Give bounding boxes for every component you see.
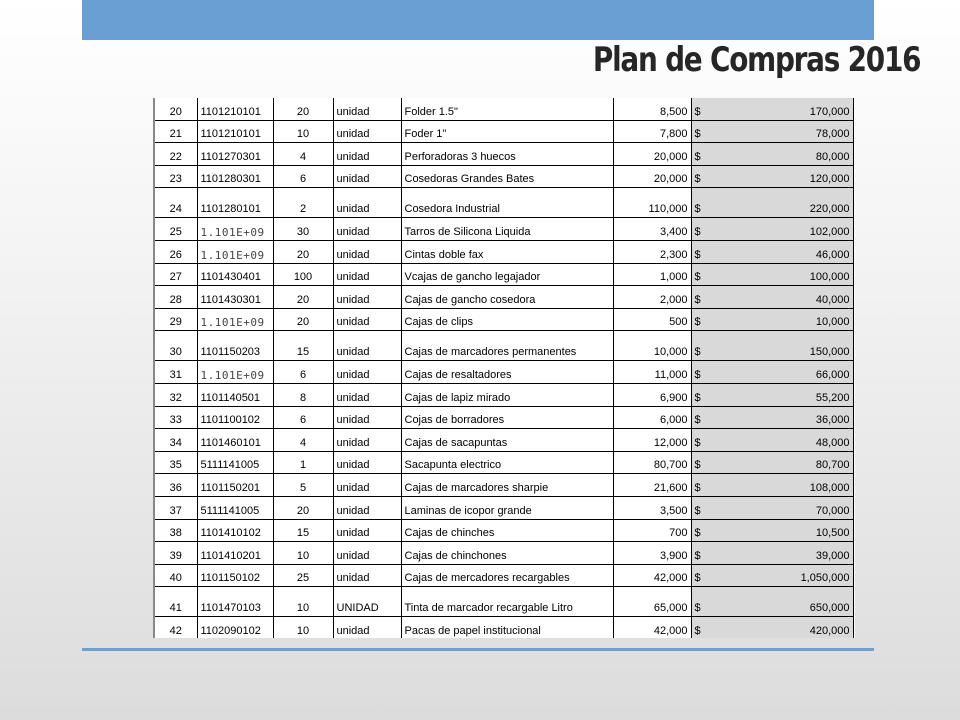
description: Cajas de lapiz mirado <box>401 383 613 406</box>
table-row <box>155 406 853 429</box>
total-value: 220,000 <box>711 188 853 218</box>
currency-symbol: $ <box>691 188 711 218</box>
currency-symbol: $ <box>691 240 711 263</box>
total-value: 170,000 <box>711 98 853 120</box>
description: Tarros de Silicona Liquida <box>401 218 613 241</box>
item-code: 1.101E+09 <box>197 308 273 331</box>
row-number: 31 <box>155 361 197 384</box>
description: Sacapunta electrico <box>401 451 613 474</box>
unit: unidad <box>333 406 401 429</box>
description: Cintas doble fax <box>401 240 613 263</box>
unit-price: 10,000 <box>613 331 691 361</box>
currency-symbol: $ <box>691 143 711 166</box>
row-number: 35 <box>155 451 197 474</box>
table-row <box>155 98 853 120</box>
unit: unidad <box>333 188 401 218</box>
total-value: 80,000 <box>711 143 853 166</box>
quantity: 15 <box>273 519 333 542</box>
unit: unidad <box>333 542 401 565</box>
unit: unidad <box>333 120 401 143</box>
total-value: 1,050,000 <box>711 564 853 587</box>
unit: unidad <box>333 143 401 166</box>
unit-price: 2,300 <box>613 240 691 263</box>
row-number: 32 <box>155 383 197 406</box>
total-value: 46,000 <box>711 240 853 263</box>
currency-symbol: $ <box>691 120 711 143</box>
currency-symbol: $ <box>691 165 711 188</box>
description: Foder 1" <box>401 120 613 143</box>
row-number: 33 <box>155 406 197 429</box>
unit-price: 7,800 <box>613 120 691 143</box>
item-code: 5111141005 <box>197 451 273 474</box>
item-code: 1101150203 <box>197 331 273 361</box>
currency-symbol: $ <box>691 451 711 474</box>
item-code: 1101140501 <box>197 383 273 406</box>
unit: unidad <box>333 564 401 587</box>
quantity: 10 <box>273 617 333 638</box>
table-row <box>155 331 853 361</box>
item-code: 1101150201 <box>197 474 273 497</box>
quantity: 25 <box>273 564 333 587</box>
total-value: 150,000 <box>711 331 853 361</box>
unit: unidad <box>333 165 401 188</box>
quantity: 6 <box>273 361 333 384</box>
unit-price: 21,600 <box>613 474 691 497</box>
currency-symbol: $ <box>691 474 711 497</box>
description: Cajas de resaltadores <box>401 361 613 384</box>
currency-symbol: $ <box>691 406 711 429</box>
quantity: 10 <box>273 587 333 617</box>
quantity: 20 <box>273 98 333 120</box>
item-code: 1.101E+09 <box>197 240 273 263</box>
currency-symbol: $ <box>691 542 711 565</box>
table-row <box>155 308 853 331</box>
item-code: 1101470103 <box>197 587 273 617</box>
item-code: 1101280301 <box>197 165 273 188</box>
total-value: 80,700 <box>711 451 853 474</box>
total-value: 102,000 <box>711 218 853 241</box>
description: Tinta de marcador recargable Litro <box>401 587 613 617</box>
quantity: 4 <box>273 143 333 166</box>
currency-symbol: $ <box>691 286 711 309</box>
item-code: 1101150102 <box>197 564 273 587</box>
row-number: 42 <box>155 617 197 638</box>
quantity: 20 <box>273 286 333 309</box>
unit: unidad <box>333 429 401 452</box>
description: Cosedoras Grandes Bates <box>401 165 613 188</box>
quantity: 6 <box>273 406 333 429</box>
currency-symbol: $ <box>691 587 711 617</box>
unit-price: 42,000 <box>613 564 691 587</box>
currency-symbol: $ <box>691 218 711 241</box>
unit: unidad <box>333 263 401 286</box>
currency-symbol: $ <box>691 331 711 361</box>
row-number: 20 <box>155 98 197 120</box>
currency-symbol: $ <box>691 383 711 406</box>
quantity: 6 <box>273 165 333 188</box>
unit: unidad <box>333 474 401 497</box>
description: Pacas de papel institucional <box>401 617 613 638</box>
row-number: 24 <box>155 188 197 218</box>
currency-symbol: $ <box>691 496 711 519</box>
unit-price: 42,000 <box>613 617 691 638</box>
unit: unidad <box>333 331 401 361</box>
unit-price: 8,500 <box>613 98 691 120</box>
total-value: 650,000 <box>711 587 853 617</box>
unit-price: 12,000 <box>613 429 691 452</box>
unit: unidad <box>333 496 401 519</box>
quantity: 20 <box>273 308 333 331</box>
total-value: 10,000 <box>711 308 853 331</box>
row-number: 27 <box>155 263 197 286</box>
quantity: 1 <box>273 451 333 474</box>
row-number: 38 <box>155 519 197 542</box>
unit-price: 11,000 <box>613 361 691 384</box>
table-row <box>155 165 853 188</box>
unit: unidad <box>333 451 401 474</box>
currency-symbol: $ <box>691 617 711 638</box>
total-value: 48,000 <box>711 429 853 452</box>
table-row <box>155 383 853 406</box>
quantity: 20 <box>273 240 333 263</box>
total-value: 120,000 <box>711 165 853 188</box>
table-row <box>155 240 853 263</box>
currency-symbol: $ <box>691 308 711 331</box>
unit-price: 3,500 <box>613 496 691 519</box>
unit: unidad <box>333 519 401 542</box>
quantity: 20 <box>273 496 333 519</box>
item-code: 1101410102 <box>197 519 273 542</box>
total-value: 100,000 <box>711 263 853 286</box>
row-number: 23 <box>155 165 197 188</box>
table-row <box>155 519 853 542</box>
item-code: 1101210101 <box>197 98 273 120</box>
table-row <box>155 120 853 143</box>
unit: unidad <box>333 240 401 263</box>
table-row <box>155 451 853 474</box>
quantity: 10 <box>273 120 333 143</box>
unit-price: 20,000 <box>613 165 691 188</box>
quantity: 2 <box>273 188 333 218</box>
row-number: 28 <box>155 286 197 309</box>
description: Cojas de borradores <box>401 406 613 429</box>
unit: UNIDAD <box>333 587 401 617</box>
description: Cajas de chinchones <box>401 542 613 565</box>
item-code: 1102090102 <box>197 617 273 638</box>
item-code: 1101210101 <box>197 120 273 143</box>
table-row <box>155 617 853 638</box>
table-row <box>155 143 853 166</box>
table-row <box>155 474 853 497</box>
quantity: 4 <box>273 429 333 452</box>
unit-price: 6,900 <box>613 383 691 406</box>
currency-symbol: $ <box>691 519 711 542</box>
unit-price: 110,000 <box>613 188 691 218</box>
description: Cajas de gancho cosedora <box>401 286 613 309</box>
item-code: 1101280101 <box>197 188 273 218</box>
unit-price: 2,000 <box>613 286 691 309</box>
item-code: 1101430301 <box>197 286 273 309</box>
row-number: 40 <box>155 564 197 587</box>
unit-price: 1,000 <box>613 263 691 286</box>
total-value: 108,000 <box>711 474 853 497</box>
currency-symbol: $ <box>691 564 711 587</box>
total-value: 40,000 <box>711 286 853 309</box>
description: Cajas de marcadores sharpie <box>401 474 613 497</box>
unit: unidad <box>333 361 401 384</box>
table-row <box>155 564 853 587</box>
table-row <box>155 286 853 309</box>
spreadsheet-table <box>153 98 855 638</box>
description: Cajas de clips <box>401 308 613 331</box>
top-accent-bar <box>82 0 874 40</box>
total-value: 70,000 <box>711 496 853 519</box>
total-value: 39,000 <box>711 542 853 565</box>
table-row <box>155 587 853 617</box>
table-body <box>155 98 853 638</box>
description: Laminas de icopor grande <box>401 496 613 519</box>
unit: unidad <box>333 383 401 406</box>
row-number: 30 <box>155 331 197 361</box>
quantity: 15 <box>273 331 333 361</box>
table-row <box>155 429 853 452</box>
total-value: 78,000 <box>711 120 853 143</box>
unit-price: 6,000 <box>613 406 691 429</box>
table-row <box>155 263 853 286</box>
unit-price: 80,700 <box>613 451 691 474</box>
description: Cajas de mercadores recargables <box>401 564 613 587</box>
item-code: 1101460101 <box>197 429 273 452</box>
row-number: 39 <box>155 542 197 565</box>
currency-symbol: $ <box>691 361 711 384</box>
description: Perforadoras 3 huecos <box>401 143 613 166</box>
description: Cosedora Industrial <box>401 188 613 218</box>
unit-price: 500 <box>613 308 691 331</box>
total-value: 36,000 <box>711 406 853 429</box>
quantity: 8 <box>273 383 333 406</box>
item-code: 1101410201 <box>197 542 273 565</box>
row-number: 36 <box>155 474 197 497</box>
total-value: 55,200 <box>711 383 853 406</box>
row-number: 29 <box>155 308 197 331</box>
unit: unidad <box>333 308 401 331</box>
currency-symbol: $ <box>691 263 711 286</box>
unit: unidad <box>333 617 401 638</box>
bottom-accent-line <box>82 648 874 651</box>
item-code: 5111141005 <box>197 496 273 519</box>
slide-title: Plan de Compras 2016 <box>592 40 920 80</box>
total-value: 66,000 <box>711 361 853 384</box>
item-code: 1101430401 <box>197 263 273 286</box>
quantity: 10 <box>273 542 333 565</box>
row-number: 22 <box>155 143 197 166</box>
description: Vcajas de gancho legajador <box>401 263 613 286</box>
item-code: 1101100102 <box>197 406 273 429</box>
row-number: 25 <box>155 218 197 241</box>
item-code: 1.101E+09 <box>197 361 273 384</box>
row-number: 41 <box>155 587 197 617</box>
unit-price: 700 <box>613 519 691 542</box>
total-value: 420,000 <box>711 617 853 638</box>
description: Folder 1.5" <box>401 98 613 120</box>
row-number: 26 <box>155 240 197 263</box>
description: Cajas de marcadores permanentes <box>401 331 613 361</box>
description: Cajas de sacapuntas <box>401 429 613 452</box>
table-row <box>155 361 853 384</box>
quantity: 30 <box>273 218 333 241</box>
table-row <box>155 188 853 218</box>
table-row <box>155 218 853 241</box>
unit: unidad <box>333 98 401 120</box>
table-row <box>155 542 853 565</box>
row-number: 37 <box>155 496 197 519</box>
currency-symbol: $ <box>691 429 711 452</box>
total-value: 10,500 <box>711 519 853 542</box>
unit-price: 65,000 <box>613 587 691 617</box>
row-number: 34 <box>155 429 197 452</box>
unit: unidad <box>333 218 401 241</box>
unit-price: 3,900 <box>613 542 691 565</box>
unit: unidad <box>333 286 401 309</box>
unit-price: 20,000 <box>613 143 691 166</box>
item-code: 1101270301 <box>197 143 273 166</box>
quantity: 5 <box>273 474 333 497</box>
quantity: 100 <box>273 263 333 286</box>
row-number: 21 <box>155 120 197 143</box>
description: Cajas de chinches <box>401 519 613 542</box>
unit-price: 3,400 <box>613 218 691 241</box>
currency-symbol: $ <box>691 98 711 120</box>
table-row <box>155 496 853 519</box>
item-code: 1.101E+09 <box>197 218 273 241</box>
